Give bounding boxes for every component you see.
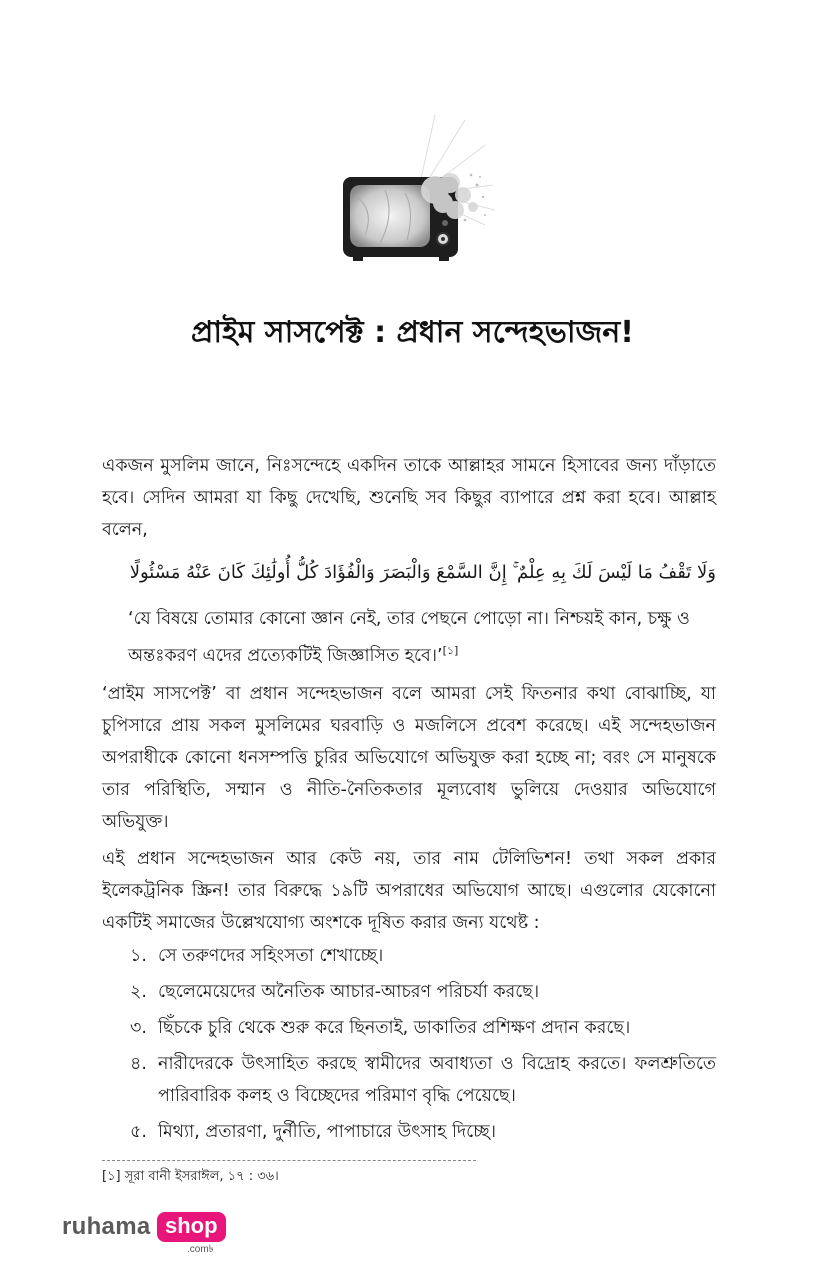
list-item [130, 1012, 716, 1044]
television-illustration [335, 115, 495, 265]
footnote-divider [102, 1160, 476, 1161]
arabic-verse: وَلَا تَقْفُ مَا لَيْسَ لَكَ بِهِ عِلْمٌ ۚ إِنَّ السَّمْعَ وَالْبَصَرَ وَالْفُؤَادَ كُلُّ أُولَٰئِكَ كَانَ عَنْهُ مَسْئُولًا [129, 562, 716, 583]
list-text: সে তরুণদের সহিংসতা শেখাচ্ছে। [158, 946, 384, 966]
footnote-marker[interactable]: [১] [442, 644, 459, 657]
list-text: নারীদেরকে উৎসাহিত করছে স্বামীদের অবাধ্যতা ও বিদ্রোহ করতে। ফলশ্রুতিতে পারিবারিক কলহ ও বিচ্ছেদের পরিমাণ বৃদ্ধি পেয়েছে। [158, 1054, 716, 1106]
logo-ruhama-text: ruhama [62, 1213, 151, 1240]
list-text: ছেলেমেয়েদের অনৈতিক আচার-আচরণ পরিচর্যা করছে। [158, 982, 540, 1002]
list-item [130, 940, 716, 972]
logo-shop-badge: shop [157, 1212, 226, 1242]
paragraph: এই প্রধান সন্দেহভাজন আর কেউ নয়, তার নাম টেলিভিশন! তথা সকল প্রকার ইলেকট্রনিক স্ক্রিন! তার বিরুদ্ধে ১৯টি অপরাধের অভিযোগ আছে। এগুলোর যেকোনো একটিই সমাজের উল্লেখযোগ্য অংশকে দূষিত করার জন্য যথেষ্ট : [102, 849, 716, 933]
list-number: ৩. [130, 1018, 147, 1038]
list-text: ছিঁচকে চুরি থেকে শুরু করে ছিনতাই, ডাকাতির প্রশিক্ষণ প্রদান করছে। [158, 1018, 631, 1038]
list-text: মিথ্যা, প্রতারণা, দুর্নীতি, পাপাচারে উৎসাহ দিচ্ছে। [158, 1122, 496, 1142]
paragraph: একজন মুসলিম জানে, নিঃসন্দেহে একদিন তাকে আল্লাহর সামনে হিসাবের জন্য দাঁড়াতে হবে। সেদিন আমরা যা কিছু দেখেছি, শুনেছি সব কিছুর ব্যাপারে প্রশ্ন করা হবে। আল্লাহ বলেন, [102, 456, 716, 540]
list-number: ৫. [130, 1122, 147, 1142]
list-number: ৪. [130, 1054, 147, 1074]
list-item [130, 1048, 716, 1112]
footnote: [১] সূরা বানী ইসরাঈল, ১৭ : ৩৬। [102, 1169, 279, 1184]
translation-text: ‘যে বিষয়ে তোমার কোনো জ্ঞান নেই, তার পেছনে পোড়ো না। নিশ্চয়ই কান, চক্ষু ও অন্তঃকরণ এদের প্রত্যেকটিই জিজ্ঞাসিত হবে।’ [128, 609, 690, 666]
paragraph: ‘প্রাইম সাসপেক্ট’ বা প্রধান সন্দেহভাজন বলে আমরা সেই ফিতনার কথা বোঝাচ্ছি, যা চুপিসারে প্রায় সকল মুসলিমের ঘরবাড়ি ও মজলিসে প্রবেশ করেছে। এই সন্দেহভাজন অপরাধীকে কোনো ধনসম্পত্তি চুরির অভিযোগে অভিযুক্ত করা হচ্ছে না; বরং সে মানুষকে তার পরিস্থিতি, সম্মান ও নীতি-নৈতিকতার মূল্যবোধ ভুলিয়ে দেওয়ার অভিযোগে অভিযুক্ত। [102, 684, 716, 832]
verse-translation [128, 603, 716, 672]
list-number: ২. [130, 982, 147, 1002]
list-item [130, 976, 716, 1008]
list-item [130, 1116, 716, 1148]
accusation-list [130, 940, 716, 1152]
list-number: ১. [130, 946, 147, 966]
logo-com-text: .com৳ [187, 1244, 214, 1255]
chapter-title: প্রাইম সাসপেক্ট : প্রধান সন্দেহভাজন! [191, 315, 634, 350]
